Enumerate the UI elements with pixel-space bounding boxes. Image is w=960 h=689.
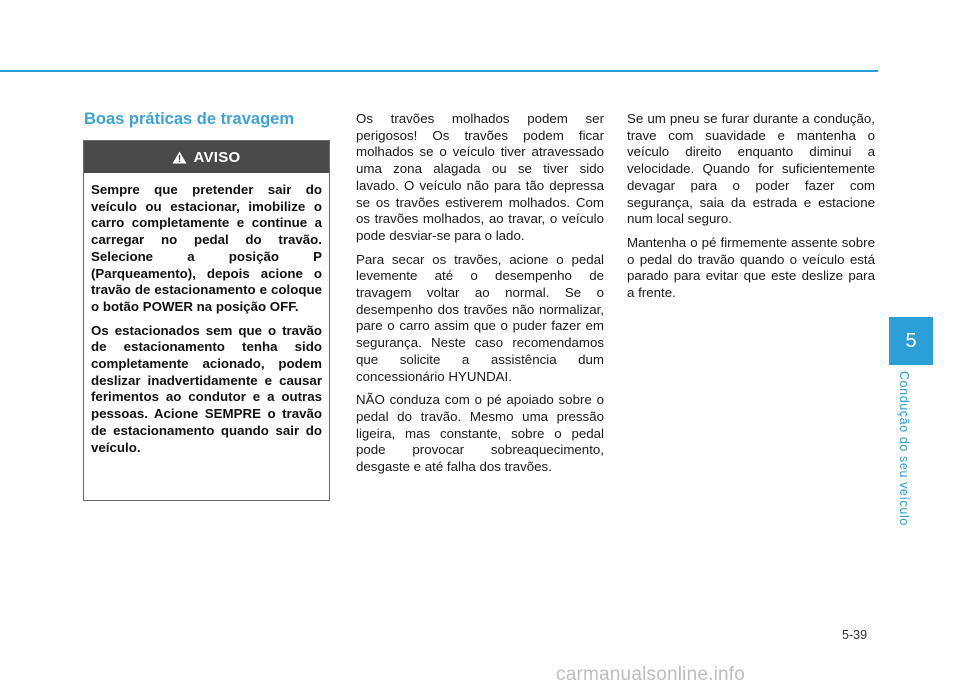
warning-header	[84, 141, 329, 173]
warning-body	[84, 173, 329, 456]
body-paragraph: Mantenha o pé firmemente assente sobre o pedal do travão quando o veículo está parado para evitar que este deslize para a frente.	[627, 234, 875, 301]
page-number: 5-39	[842, 628, 868, 642]
chapter-label: Condução do seu veículo	[897, 371, 911, 526]
text-column-2	[356, 111, 604, 483]
body-paragraph: Se um pneu se furar durante a condução, trave com suavidade e mantenha o veículo direito enquanto diminui a velocidade. Quando for suficientemente devagar para o poder fazer com segurança, saia da estrada e estacione num local seguro.	[627, 111, 875, 227]
header-rule	[0, 70, 878, 72]
warning-box	[83, 140, 330, 501]
warning-paragraph: Os estacionados sem que o travão de estacionamento tenha sido completamente acionado, podem deslizar inadvertidamente e causar ferimentos ao condutor e a outras pessoas. Acione SEMPRE o travão de estacionamento quando sair do veículo.	[91, 322, 322, 455]
section-title: Boas práticas de travagem	[84, 110, 295, 128]
body-paragraph: Para secar os travões, acione o pedal levemente até o desempenho de travagem voltar ao normal. Se o desempenho dos travões não normalizar, pare o carro assim que o puder fazer em segurança. Neste caso recomendamos que solicite a assistência dum concessionário HYUNDAI.	[356, 251, 604, 384]
warning-header-label: AVISO	[193, 148, 241, 166]
chapter-tab: 5	[889, 317, 933, 365]
body-paragraph: Os travões molhados podem ser perigosos! Os travões podem ficar molhados se o veículo tiver atravessado uma zona alagada ou se tiver sido lavado. O veículo não para tão depressa se os travões estiverem molhados. Com os travões molhados, ao travar, o veículo pode desviar-se para o lado.	[356, 111, 604, 243]
warning-triangle-icon	[172, 151, 187, 164]
watermark: carmanualsonline.info	[556, 664, 746, 685]
body-paragraph: NÃO conduza com o pé apoiado sobre o pedal do travão. Mesmo uma pressão ligeira, mas constante, sobre o pedal pode provocar sobreaquecimento, desgaste e até falha dos travões.	[356, 392, 604, 475]
warning-paragraph: Sempre que pretender sair do veículo ou estacionar, imobilize o carro completamente e continue a carregar no pedal do travão. Selecione a posição P (Parqueamento), depois acione o travão de estacionamento e coloque o botão POWER na posição OFF.	[91, 182, 322, 314]
text-column-3	[627, 111, 875, 309]
